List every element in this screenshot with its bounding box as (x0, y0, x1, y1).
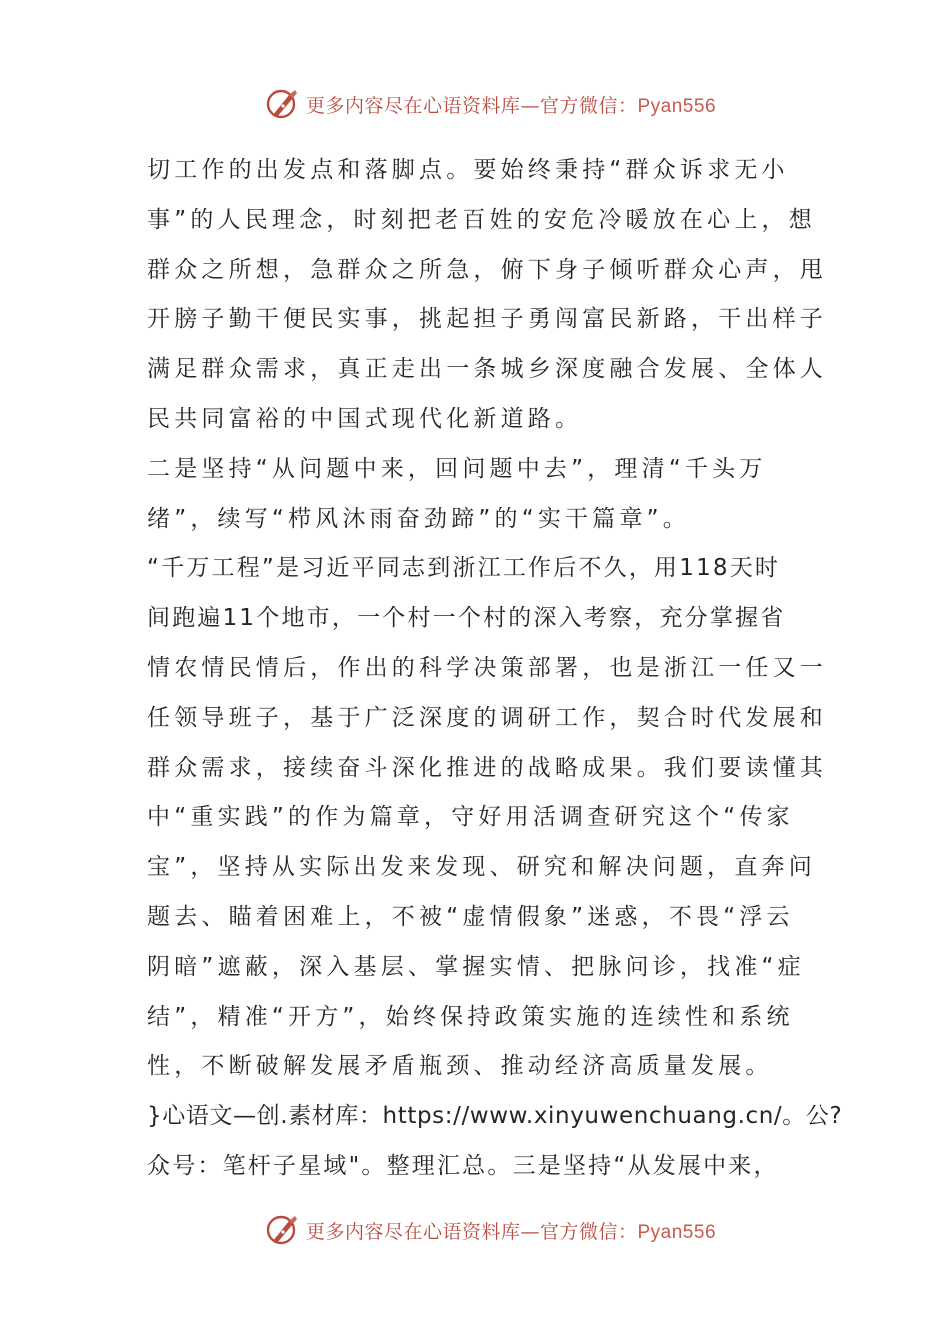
body-line: 开膀子勤干便民实事，挑起担子勇闯富民新路，干出样子 (147, 306, 827, 333)
body-line: “千万工程”是习近平同志到浙江工作后不久，用118天时 (147, 555, 781, 582)
body-line: 事”的人民理念，时刻把老百姓的安危冷暖放在心上，想 (147, 206, 816, 233)
body-line: 情农情民情后，作出的科学决策部署，也是浙江一任又一 (147, 654, 827, 681)
body-line: 满足群众需求，真正走出一条城乡深度融合发展、全体人 (147, 356, 827, 383)
body-line: 题去、瞄着困难上，不被“虚情假象”迷惑，不畏“浮云 (147, 903, 794, 930)
body-line: 阴暗”遮蔽，深入基层、掌握实情、把脉问诊，找准“症 (147, 953, 805, 980)
body-line: 切工作的出发点和落脚点。要始终秉持“群众诉求无小 (147, 157, 789, 183)
footer-banner-wechat: Pyan556 (637, 1221, 717, 1243)
header-banner-text: 更多内容尽在心语资料库—官方微信： (305, 94, 638, 117)
footer-banner-label (306, 1217, 716, 1244)
body-line: 间跑遍11个地市，一个村一个村的深入考察，充分掌握省 (147, 605, 786, 632)
body-line: 民共同富裕的中国式现代化新道路。 (147, 405, 583, 432)
header-banner (0, 84, 950, 124)
header-banner-label (306, 91, 716, 118)
body-line: 任领导班子，基于广泛深度的调研工作，契合时代发展和 (147, 704, 827, 731)
body-line: 二是坚持“从问题中来，回问题中去”，理清“千头万 (147, 455, 767, 482)
body-line-url: }心语文—创.素材库：https://www.xinyuwenchuang.cn/。公? (147, 1103, 843, 1130)
pen-nib-logo-icon (264, 1212, 300, 1248)
body-line: 群众需求，接续奋斗深化推进的战略成果。我们要读懂其 (147, 754, 827, 781)
body-line: 绪”，续写“栉风沐雨奋劲蹄”的“实干篇章”。 (147, 505, 690, 532)
header-banner-inner (264, 86, 716, 122)
body-line: 群众之所想，急群众之所急，俯下身子倾听群众心声，甩 (147, 256, 827, 283)
footer-banner-text: 更多内容尽在心语资料库—官方微信： (305, 1220, 638, 1243)
body-line: 结”，精准“开方”，始终保持政策实施的连续性和系统 (147, 1003, 794, 1030)
pen-nib-logo-icon (264, 86, 300, 122)
body-line: 众号：笔杆子星域"。整理汇总。三是坚持“从发展中来， (147, 1152, 779, 1179)
footer-banner-inner (264, 1212, 716, 1248)
body-line: 性，不断破解发展矛盾瓶颈、推动经济高质量发展。 (147, 1053, 773, 1080)
footer-banner (0, 1210, 950, 1250)
body-line: 宝”，坚持从实际出发来发现、研究和解决问题，直奔问 (147, 854, 816, 881)
header-banner-wechat: Pyan556 (637, 95, 717, 117)
body-text (147, 146, 843, 1192)
body-line: 中“重实践”的作为篇章，守好用活调查研究这个“传家 (147, 804, 794, 831)
